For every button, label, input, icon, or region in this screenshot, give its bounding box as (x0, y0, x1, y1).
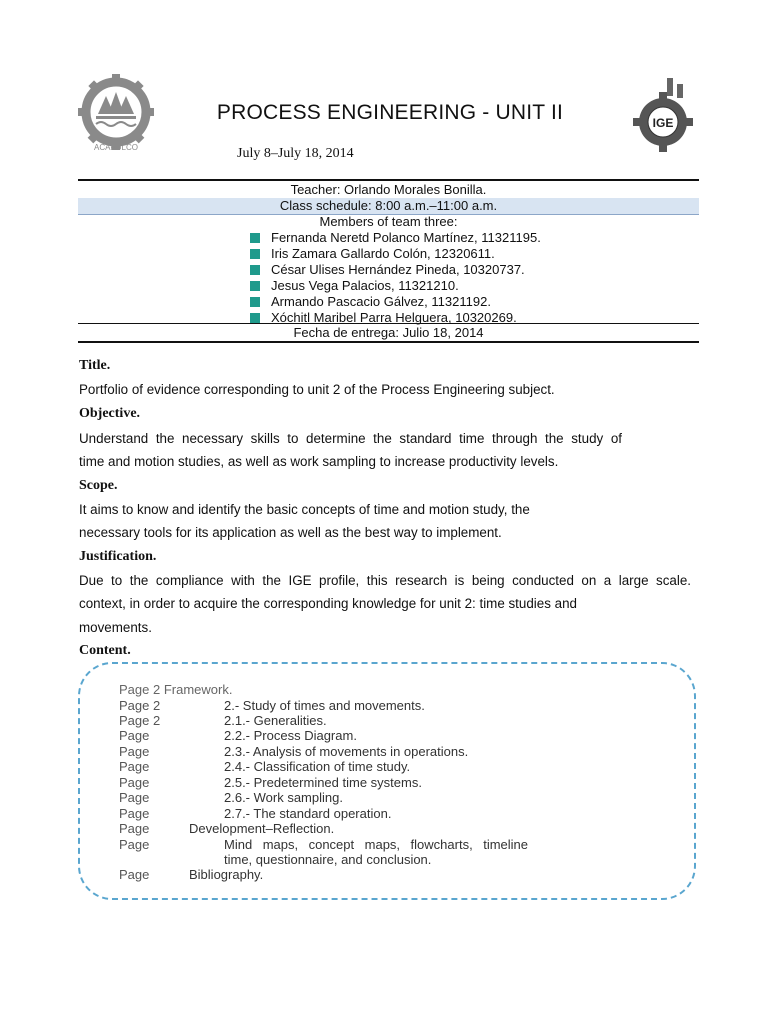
member-name: Iris Zamara Gallardo Colón, 12320611. (271, 246, 495, 261)
toc-entry: 2.4.- Classification of time study. (224, 759, 411, 774)
toc-page: Page (119, 837, 150, 852)
toc-page: Page (119, 790, 150, 805)
square-bullet-icon (250, 249, 260, 259)
member-name: Fernanda Neretd Polanco Martínez, 11321195. (271, 230, 541, 245)
delivery-date-row: Fecha de entrega: Julio 18, 2014 (78, 323, 699, 342)
content-heading: Content. (79, 643, 131, 658)
member-item (250, 246, 541, 262)
member-item (250, 278, 541, 294)
title-heading: Title. (79, 358, 111, 373)
toc-framework: Page 2 Framework. (119, 682, 233, 697)
square-bullet-icon (250, 281, 260, 291)
member-name: Xóchitl Maribel Parra Helguera, 10320269. (271, 310, 517, 325)
toc-entry: Mind maps, concept maps, flowcharts, timeline (224, 837, 528, 852)
members-title: Members of team three: (319, 214, 458, 229)
date-range: July 8–July 18, 2014 (237, 146, 354, 161)
title-text: Portfolio of evidence corresponding to unit 2 of the Process Engineering subject. (79, 382, 555, 397)
member-name: Armando Pascacio Gálvez, 11321192. (271, 294, 491, 309)
justification-heading: Justification. (79, 549, 157, 564)
square-bullet-icon (250, 265, 260, 275)
toc-entry: Development–Reflection. (189, 821, 335, 836)
toc-entry: 2.6.- Work sampling. (224, 790, 343, 805)
member-item (250, 294, 541, 310)
square-bullet-icon (250, 313, 260, 323)
teacher-row: Teacher: Orlando Morales Bonilla. (78, 182, 699, 199)
ige-logo-text: IGE (652, 116, 674, 130)
schedule-row: Class schedule: 8:00 a.m.–11:00 a.m. (78, 198, 699, 215)
toc-entry: 2.7.- The standard operation. (224, 806, 392, 821)
toc-page: Page (119, 806, 150, 821)
square-bullet-icon (250, 233, 260, 243)
member-item (250, 230, 541, 246)
toc-page: Page (119, 775, 150, 790)
objective-line-1: Understand the necessary skills to determine the standard time through the study of (79, 431, 622, 446)
members-list (250, 230, 541, 326)
scope-heading: Scope. (79, 478, 118, 493)
toc-page: Page 2 (119, 698, 161, 713)
scope-line-1: It aims to know and identify the basic concepts of time and motion study, the (79, 502, 530, 517)
team-info-table (78, 179, 699, 343)
toc-entry-continued: time, questionnaire, and conclusion. (224, 852, 432, 867)
square-bullet-icon (250, 297, 260, 307)
member-item (250, 262, 541, 278)
toc-entry: 2.2.- Process Diagram. (224, 728, 357, 743)
acapulco-logo-text: ACAPULCO (93, 143, 139, 152)
toc-entry: 2.- Study of times and movements. (224, 698, 425, 713)
member-name: César Ulises Hernández Pineda, 10320737. (271, 262, 525, 277)
toc-entry: Bibliography. (189, 867, 264, 882)
justification-line-3: movements. (79, 620, 152, 635)
member-name: Jesus Vega Palacios, 11321210. (271, 278, 459, 293)
toc-page: Page 2 (119, 713, 161, 728)
toc-page: Page (119, 867, 150, 882)
page-title: PROCESS ENGINEERING - UNIT II (216, 101, 564, 124)
toc-entry: 2.5.- Predetermined time systems. (224, 775, 422, 790)
objective-heading: Objective. (79, 406, 141, 421)
toc-entry: 2.3.- Analysis of movements in operations. (224, 744, 469, 759)
objective-line-2: time and motion studies, as well as work sampling to increase productivity levels. (79, 454, 559, 469)
toc-page: Page (119, 759, 150, 774)
justification-line-1: Due to the compliance with the IGE profile, this research is being conducted on a large scale. (79, 573, 691, 588)
toc-entry: 2.1.- Generalities. (224, 713, 327, 728)
toc-page: Page (119, 744, 150, 759)
toc-page: Page (119, 728, 150, 743)
toc-page: Page (119, 821, 150, 836)
justification-line-2: context, in order to acquire the corresponding knowledge for unit 2: time studies and (79, 596, 577, 611)
scope-line-2: necessary tools for its application as well as the best way to implement. (79, 525, 502, 540)
